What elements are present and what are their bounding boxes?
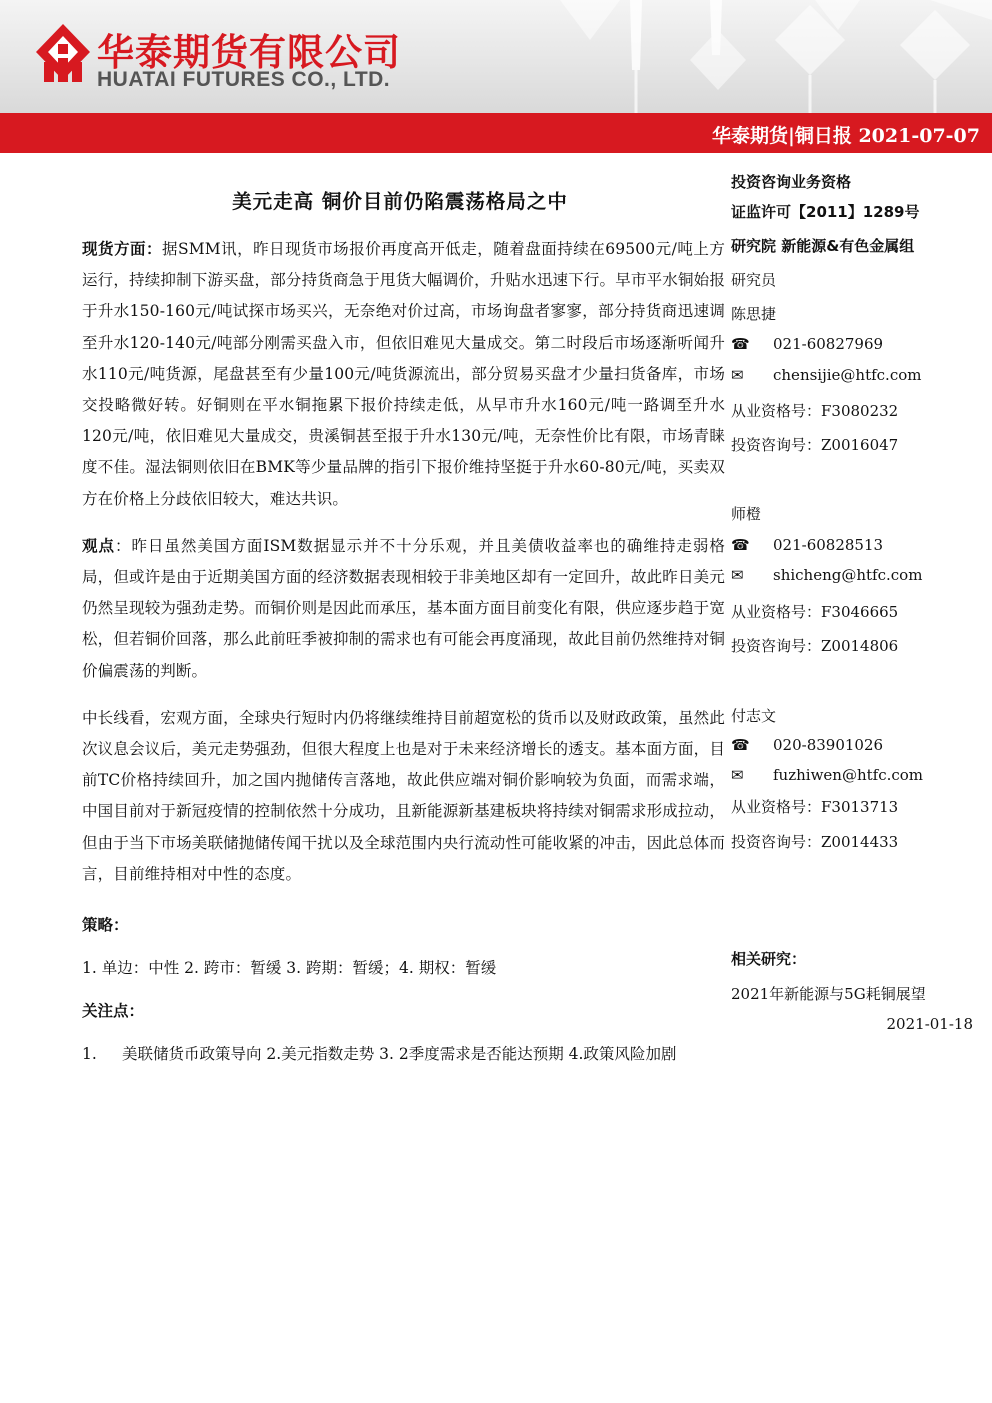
analyst-cert: 从业资格号：F3046665 (731, 603, 899, 621)
analyst-phone: ☎ 021-60827969 (731, 335, 884, 353)
analyst-email[interactable]: ✉ shicheng@htfc.com (731, 566, 923, 584)
analyst-phone: ☎ 020-83901026 (731, 736, 884, 754)
focus-number: 1. (82, 1045, 97, 1064)
qualification-title: 投资咨询业务资格 (731, 173, 852, 191)
license-number: 证监许可【2011】1289号 (731, 203, 920, 221)
focus-heading: 关注点： (82, 1002, 145, 1021)
related-title[interactable]: 2021年新能源与5G耗铜展望 (731, 985, 926, 1003)
view-text: ：昨日虽然美国方面ISM数据显示并不十分乐观，并且美债收益率也的确维持走弱格局，但或许是由于近期美国方面的经济数据表现相较于非美地区却有一定回升，故此昨日美元仍然呈现较为强劲走势。而铜价则是因此而承压，基本面方面目前变化有限，供应逐步趋于宽松，但若铜价回落，那么此前旺季被抑制的需求也有可能会再度涌现，故此目前仍然维持对铜价偏震荡的判断。 (82, 536, 725, 680)
analyst-name: 师橙 (731, 505, 762, 523)
analyst-name: 陈思捷 (731, 305, 777, 323)
spot-label: 现货方面： (82, 240, 163, 258)
envelope-icon: ✉ (731, 566, 744, 584)
strategy-heading: 策略： (82, 916, 129, 935)
envelope-icon: ✉ (731, 766, 744, 784)
analyst-cert: 从业资格号：F3013713 (731, 798, 899, 816)
report-header-text: 华泰期货|铜日报 2021-07-07 (711, 125, 980, 147)
report-header-bar (0, 113, 992, 153)
view-label: 观点 (82, 536, 115, 555)
main-content (82, 234, 725, 1070)
telephone-icon: ☎ (731, 335, 750, 353)
analyst-cert: 从业资格号：F3080232 (731, 402, 899, 420)
focus-text: 美联储货币政策导向 2.美元指数走势 3. 2季度需求是否能达预期 4.政策风险加剧 (122, 1045, 677, 1064)
banner-decoration (560, 0, 992, 113)
spot-paragraph (82, 234, 725, 515)
analyst-email[interactable]: ✉ chensijie@htfc.com (731, 366, 922, 384)
company-name-cn: 华泰期货有限公司 (97, 31, 401, 74)
view-paragraph (82, 531, 725, 687)
analyst-email[interactable]: ✉ fuzhiwen@htfc.com (731, 766, 924, 784)
related-heading: 相关研究： (731, 950, 807, 968)
analyst-advisor: 投资咨询号：Z0014433 (731, 833, 899, 851)
analyst-advisor: 投资咨询号：Z0014806 (731, 637, 899, 655)
analyst-advisor: 投资咨询号：Z0016047 (731, 436, 899, 454)
report-title: 美元走高 铜价目前仍陷震荡格局之中 (232, 190, 568, 213)
spot-text: 据SMM讯，昨日现货市场报价再度高开低走，随着盘面持续在69500元/吨上方运行，持续抑制下游买盘，部分持货商急于甩货大幅调价，升贴水迅速下行。早市平水铜始报于升水150-160元/吨试探市场买兴，无奈绝对价过高，市场询盘者寥寥，部分持货商迅速调至升水120-140元/吨部分刚需买盘入市，但依旧难见大量成交。第二时段后市场逐渐听闻升水110元/吨货源，尾盘甚至有少量100元/吨货源流出，部分贸易买盘才少量扫货备库，市场交投略微好转。好铜则在平水铜拖累下报价持续走低，从早市升水160元/吨一路调至升水120元/吨，依旧难见大量成交，贵溪铜甚至报于升水130元/吨，无奈性价比有限，市场青睐度不佳。湿法铜则依旧在BMK等少量品牌的指引下报价维持坚挺于升水60-80元/吨，买卖双方在价格上分歧依旧较大，难达共识。 (82, 240, 725, 508)
analyst-name: 付志文 (731, 707, 777, 725)
mid-long-paragraph: 中长线看，宏观方面，全球央行短时内仍将继续维持目前超宽松的货币以及财政政策，虽然此次议息会议后，美元走势强劲，但很大程度上也是对于未来经济增长的透支。基本面方面，目前TC价格持续回升，加之国内抛储传言落地，故此供应端对铜价影响较为负面，而需求端，中国目前对于新冠疫情的控制依然十分成功，且新能源新基建板块将持续对铜需求形成拉动，但由于当下市场美联储抛储传闻干扰以及全球范围内央行流动性可能收紧的冲击，因此总体而言，目前维持相对中性的态度。 (82, 708, 725, 883)
header-banner (0, 0, 992, 113)
department: 研究院 新能源&有色金属组 (731, 237, 915, 255)
focus-item (82, 1039, 725, 1070)
huatai-logo-icon (34, 22, 92, 84)
telephone-icon: ☎ (731, 736, 750, 754)
related-date: 2021-01-18 (886, 1015, 973, 1033)
analyst-phone: ☎ 021-60828513 (731, 536, 884, 554)
envelope-icon: ✉ (731, 366, 744, 384)
telephone-icon: ☎ (731, 536, 750, 554)
role-label: 研究员 (731, 271, 777, 289)
company-name-en: HUATAI FUTURES CO., LTD. (97, 68, 391, 91)
strategy-text: 1. 单边：中性 2. 跨市：暂缓 3. 跨期：暂缓；4. 期权：暂缓 (82, 959, 497, 978)
